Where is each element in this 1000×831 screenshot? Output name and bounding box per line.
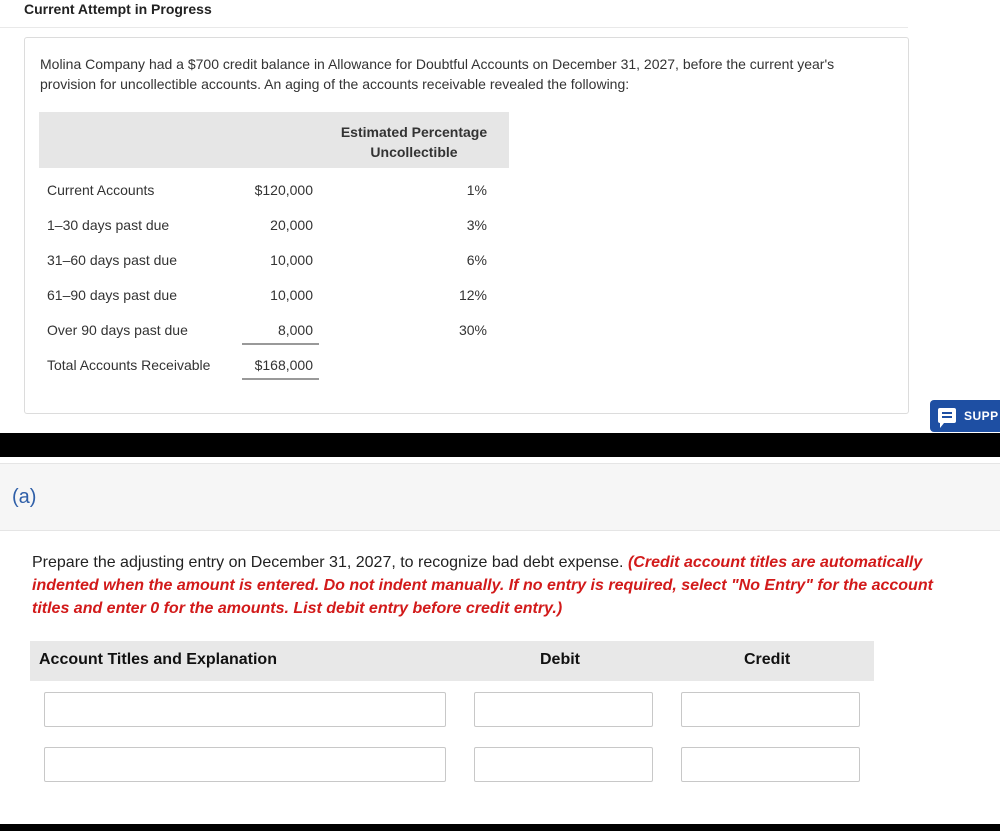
row-percentage: 6% — [466, 252, 487, 268]
divider-bar — [0, 433, 1000, 457]
row-category: Over 90 days past due — [47, 322, 188, 338]
table-row — [39, 287, 509, 322]
table-row — [39, 322, 509, 357]
instruction-text: Prepare the adjusting entry on December 31, 2027, to recognize bad debt expense. — [32, 554, 624, 571]
row-category: 61–90 days past due — [47, 287, 177, 303]
journal-header — [30, 641, 874, 681]
instructions — [32, 551, 972, 620]
credit-column-header: Credit — [744, 651, 791, 668]
account-title-input-1[interactable] — [44, 692, 446, 727]
credit-input-1[interactable] — [681, 692, 860, 727]
debit-column-header: Debit — [540, 651, 580, 668]
attempt-status: Current Attempt in Progress — [24, 1, 212, 17]
table-row — [39, 252, 509, 287]
pct-column-header: Estimated Percentage Uncollectible — [340, 124, 488, 160]
instruction-note: (Credit account titles are automatically indented when the amount is entered. Do not indent manually. If no entry is required, select "No Entry" for the account titles and enter 0 for the amounts. List debit entry before credit entry.) — [32, 554, 933, 617]
row-percentage: 1% — [466, 182, 487, 198]
table-row — [39, 217, 509, 252]
row-category: 31–60 days past due — [47, 252, 177, 268]
table-row-total — [39, 357, 509, 392]
total-amount: $168,000 — [254, 357, 313, 373]
account-column-header: Account Titles and Explanation — [39, 651, 277, 668]
part-a-card — [0, 463, 1000, 831]
debit-input-1[interactable] — [474, 692, 653, 727]
credit-input-2[interactable] — [681, 747, 860, 782]
top-strip — [0, 0, 908, 28]
row-amount: $120,000 — [254, 182, 313, 198]
row-percentage: 12% — [458, 287, 487, 303]
subtotal-rule — [242, 343, 319, 345]
table-row — [39, 182, 509, 217]
row-percentage: 3% — [466, 217, 487, 233]
row-category: Current Accounts — [47, 182, 155, 198]
bottom-bar — [0, 824, 1000, 831]
row-amount: 8,000 — [277, 322, 313, 338]
row-amount: 10,000 — [270, 287, 313, 303]
row-category: 1–30 days past due — [47, 217, 170, 233]
account-title-input-2[interactable] — [44, 747, 446, 782]
chat-icon — [938, 408, 956, 423]
problem-text: Molina Company had a $700 credit balance in Allowance for Doubtful Accounts on December 31, 2027, before the current year's provision for uncollectible accounts. An aging of the accounts receivable revealed the following: — [40, 56, 835, 92]
problem-card — [24, 37, 909, 414]
row-amount: 20,000 — [270, 217, 313, 233]
part-label: (a) — [12, 486, 37, 508]
part-header — [0, 463, 1000, 531]
row-percentage: 30% — [458, 322, 487, 338]
aging-table-header — [39, 112, 509, 168]
total-label: Total Accounts Receivable — [47, 357, 211, 373]
debit-input-2[interactable] — [474, 747, 653, 782]
total-rule — [242, 378, 319, 380]
support-label: SUPP — [964, 409, 999, 423]
row-amount: 10,000 — [270, 252, 313, 268]
support-button[interactable] — [930, 400, 1000, 432]
